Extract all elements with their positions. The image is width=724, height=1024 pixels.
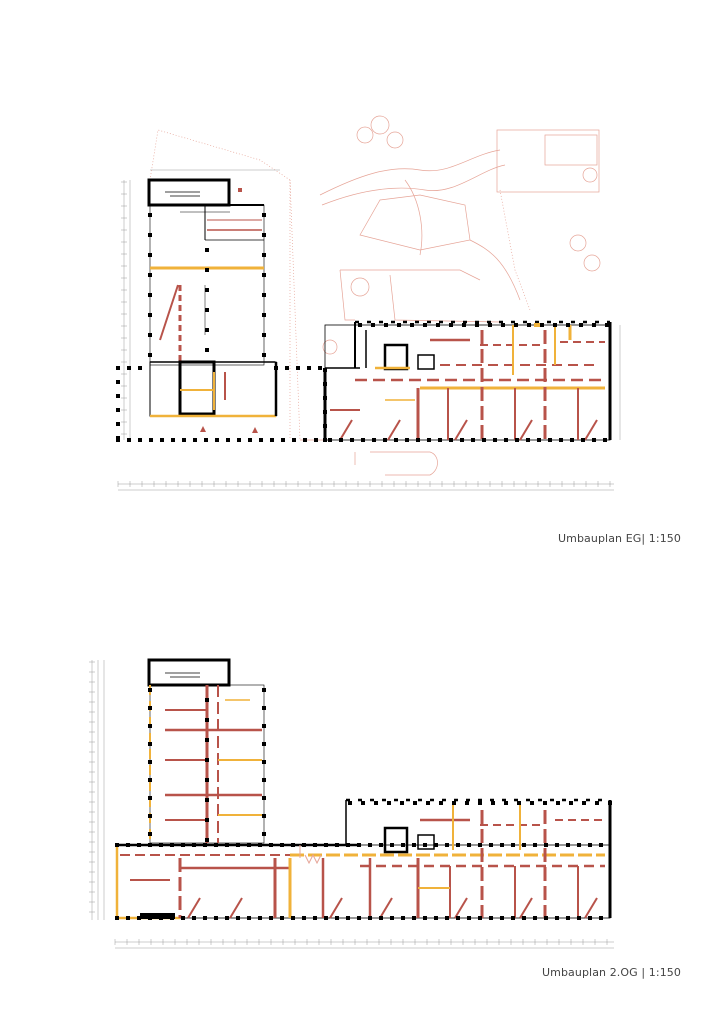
column-marker [608, 801, 612, 805]
column-marker [467, 916, 471, 920]
column-marker [445, 916, 449, 920]
column-marker [148, 724, 152, 728]
caption-ground-floor: Umbauplan EG| 1:150 [558, 532, 681, 545]
column-marker [387, 801, 391, 805]
column-marker [270, 438, 274, 442]
column-marker [148, 706, 152, 710]
column-marker [307, 366, 311, 370]
column-marker [368, 916, 372, 920]
column-marker [504, 801, 508, 805]
column-marker [401, 916, 405, 920]
column-marker [313, 843, 317, 847]
column-marker [379, 843, 383, 847]
column-marker [160, 438, 164, 442]
column-marker [302, 916, 306, 920]
column-marker [205, 758, 209, 762]
column-marker [350, 438, 354, 442]
long-block-og [117, 800, 610, 919]
column-marker [323, 382, 327, 386]
column-marker [397, 323, 401, 327]
column-marker [205, 738, 209, 742]
column-marker [193, 438, 197, 442]
column-marker [148, 253, 152, 257]
column-marker [215, 438, 219, 442]
column-marker [515, 438, 519, 442]
column-marker [171, 438, 175, 442]
column-marker [436, 323, 440, 327]
column-marker [226, 438, 230, 442]
column-marker [205, 718, 209, 722]
column-marker [478, 843, 482, 847]
column-marker [262, 353, 266, 357]
column-marker [500, 843, 504, 847]
column-marker [148, 916, 152, 920]
column-marker [323, 410, 327, 414]
column-marker [148, 796, 152, 800]
column-marker [517, 801, 521, 805]
column-marker [205, 308, 209, 312]
column-marker [247, 916, 251, 920]
column-marker [214, 916, 218, 920]
column-marker [205, 328, 209, 332]
column-marker [416, 438, 420, 442]
column-marker [478, 916, 482, 920]
column-marker [292, 438, 296, 442]
column-marker [323, 368, 327, 372]
column-marker [274, 366, 278, 370]
column-marker [379, 916, 383, 920]
column-marker [489, 916, 493, 920]
column-marker [588, 916, 592, 920]
column-marker [148, 832, 152, 836]
column-marker [371, 323, 375, 327]
column-marker [280, 843, 284, 847]
column-marker [449, 323, 453, 327]
column-marker [467, 843, 471, 847]
column-marker [543, 801, 547, 805]
column-marker [137, 916, 141, 920]
column-marker [603, 438, 607, 442]
column-marker [148, 293, 152, 297]
column-marker [262, 760, 266, 764]
column-marker [281, 438, 285, 442]
column-marker [205, 778, 209, 782]
column-marker [434, 916, 438, 920]
column-marker [323, 438, 327, 442]
column-marker [405, 438, 409, 442]
column-marker [357, 916, 361, 920]
column-marker [426, 801, 430, 805]
column-marker [269, 843, 273, 847]
column-marker [493, 438, 497, 442]
column-marker [533, 843, 537, 847]
column-marker [262, 688, 266, 692]
tower-block-og [149, 660, 264, 843]
caption-second-floor: Umbauplan 2.OG | 1:150 [542, 966, 681, 979]
column-marker [214, 843, 218, 847]
column-marker [181, 843, 185, 847]
column-marker [401, 843, 405, 847]
column-marker [262, 796, 266, 800]
column-marker [262, 233, 266, 237]
column-marker [555, 843, 559, 847]
column-marker [427, 438, 431, 442]
column-marker [258, 916, 262, 920]
column-marker [475, 323, 479, 327]
column-marker [599, 843, 603, 847]
column-marker [592, 323, 596, 327]
column-marker [137, 843, 141, 847]
column-marker [205, 288, 209, 292]
column-marker [504, 438, 508, 442]
column-marker [605, 323, 609, 327]
column-marker [324, 916, 328, 920]
column-marker [262, 293, 266, 297]
column-marker [595, 801, 599, 805]
column-marker [533, 916, 537, 920]
column-marker [556, 801, 560, 805]
column-marker [335, 916, 339, 920]
column-marker [262, 832, 266, 836]
column-marker [522, 916, 526, 920]
column-marker [148, 843, 152, 847]
column-marker [526, 438, 530, 442]
column-marker [148, 333, 152, 337]
column-marker [410, 323, 414, 327]
wing-block-eg [325, 322, 610, 440]
column-marker [540, 323, 544, 327]
column-marker [192, 916, 196, 920]
column-marker [148, 688, 152, 692]
column-marker [148, 233, 152, 237]
column-marker [291, 843, 295, 847]
column-marker [236, 916, 240, 920]
column-marker [303, 438, 307, 442]
column-marker [500, 916, 504, 920]
column-marker [394, 438, 398, 442]
column-marker [203, 843, 207, 847]
column-marker [262, 253, 266, 257]
column-marker [159, 916, 163, 920]
column-marker [544, 916, 548, 920]
column-marker [361, 438, 365, 442]
column-marker [280, 916, 284, 920]
column-marker [225, 843, 229, 847]
column-marker [126, 916, 130, 920]
column-marker [358, 323, 362, 327]
column-marker [488, 323, 492, 327]
column-marker [313, 916, 317, 920]
column-marker [449, 438, 453, 442]
column-marker [115, 843, 119, 847]
column-marker [357, 843, 361, 847]
column-marker [262, 742, 266, 746]
column-marker [491, 801, 495, 805]
column-marker [182, 438, 186, 442]
column-marker [148, 760, 152, 764]
column-marker [262, 313, 266, 317]
column-marker [149, 438, 153, 442]
column-marker [115, 916, 119, 920]
column-marker [460, 438, 464, 442]
column-marker [126, 843, 130, 847]
column-marker [296, 366, 300, 370]
column-marker [456, 843, 460, 847]
column-marker [335, 843, 339, 847]
column-marker [205, 698, 209, 702]
column-marker [581, 438, 585, 442]
column-marker [445, 843, 449, 847]
column-marker [159, 843, 163, 847]
column-marker [237, 438, 241, 442]
column-marker [236, 843, 240, 847]
column-marker [225, 916, 229, 920]
column-marker [530, 801, 534, 805]
column-marker [127, 438, 131, 442]
column-marker [138, 438, 142, 442]
column-marker [148, 778, 152, 782]
column-marker [482, 438, 486, 442]
column-marker [471, 438, 475, 442]
column-marker [522, 843, 526, 847]
column-marker [262, 724, 266, 728]
column-marker [127, 366, 131, 370]
column-marker [570, 438, 574, 442]
column-marker [248, 438, 252, 442]
column-marker [592, 438, 596, 442]
column-marker [247, 843, 251, 847]
column-marker [588, 843, 592, 847]
column-marker [383, 438, 387, 442]
column-marker [262, 333, 266, 337]
column-marker [577, 916, 581, 920]
column-marker [537, 438, 541, 442]
column-marker [262, 778, 266, 782]
column-marker [374, 801, 378, 805]
ground-floor-plan [116, 116, 620, 490]
column-marker [262, 706, 266, 710]
column-marker [390, 843, 394, 847]
column-marker [582, 801, 586, 805]
column-marker [577, 843, 581, 847]
column-marker [339, 438, 343, 442]
column-marker [514, 323, 518, 327]
column-marker [346, 916, 350, 920]
column-marker [527, 323, 531, 327]
column-marker [262, 814, 266, 818]
column-marker [259, 438, 263, 442]
second-floor-plan [89, 660, 614, 948]
column-marker [346, 843, 350, 847]
column-marker [314, 438, 318, 442]
column-marker [412, 916, 416, 920]
column-marker [148, 313, 152, 317]
column-marker [323, 396, 327, 400]
column-marker [412, 843, 416, 847]
column-marker [181, 916, 185, 920]
column-marker [501, 323, 505, 327]
column-marker [566, 916, 570, 920]
column-marker [116, 436, 120, 440]
column-marker [478, 801, 482, 805]
column-marker [192, 843, 196, 847]
column-marker [423, 323, 427, 327]
column-marker [318, 366, 322, 370]
column-marker [555, 916, 559, 920]
column-marker [423, 843, 427, 847]
tower-block-eg [149, 180, 276, 433]
column-marker [348, 801, 352, 805]
column-marker [511, 916, 515, 920]
column-marker [413, 801, 417, 805]
column-marker [205, 248, 209, 252]
column-marker [116, 422, 120, 426]
column-marker [258, 843, 262, 847]
column-marker [203, 916, 207, 920]
column-marker [439, 801, 443, 805]
column-marker [262, 273, 266, 277]
column-marker [569, 801, 573, 805]
column-marker [205, 268, 209, 272]
column-marker [205, 838, 209, 842]
column-marker [116, 366, 120, 370]
column-marker [116, 408, 120, 412]
column-marker [544, 843, 548, 847]
column-marker [511, 843, 515, 847]
column-marker [170, 843, 174, 847]
column-marker [465, 801, 469, 805]
column-marker [170, 916, 174, 920]
column-marker [438, 438, 442, 442]
column-marker [599, 916, 603, 920]
column-marker [553, 323, 557, 327]
column-marker [324, 843, 328, 847]
column-marker [566, 323, 570, 327]
column-marker [559, 438, 563, 442]
column-marker [579, 323, 583, 327]
column-marker [148, 273, 152, 277]
column-marker [384, 323, 388, 327]
column-marker [548, 438, 552, 442]
column-marker [205, 348, 209, 352]
column-marker [323, 424, 327, 428]
column-marker [138, 366, 142, 370]
column-marker [269, 916, 273, 920]
column-marker [434, 843, 438, 847]
column-marker [361, 801, 365, 805]
column-marker [368, 843, 372, 847]
column-marker [148, 742, 152, 746]
column-marker [423, 916, 427, 920]
structural-columns-eg [116, 213, 609, 442]
column-marker [291, 916, 295, 920]
column-marker [148, 213, 152, 217]
column-marker [456, 916, 460, 920]
column-marker [116, 394, 120, 398]
column-marker [148, 814, 152, 818]
column-marker [566, 843, 570, 847]
column-marker [452, 801, 456, 805]
column-marker [148, 353, 152, 357]
column-marker [328, 438, 332, 442]
column-marker [116, 380, 120, 384]
structural-columns-og [115, 688, 612, 920]
column-marker [205, 818, 209, 822]
dimension-lines-og [92, 660, 614, 948]
column-marker [262, 213, 266, 217]
column-marker [489, 843, 493, 847]
column-marker [302, 843, 306, 847]
column-marker [285, 366, 289, 370]
column-marker [204, 438, 208, 442]
column-marker [462, 323, 466, 327]
column-marker [205, 798, 209, 802]
column-marker [372, 438, 376, 442]
column-marker [390, 916, 394, 920]
column-marker [400, 801, 404, 805]
